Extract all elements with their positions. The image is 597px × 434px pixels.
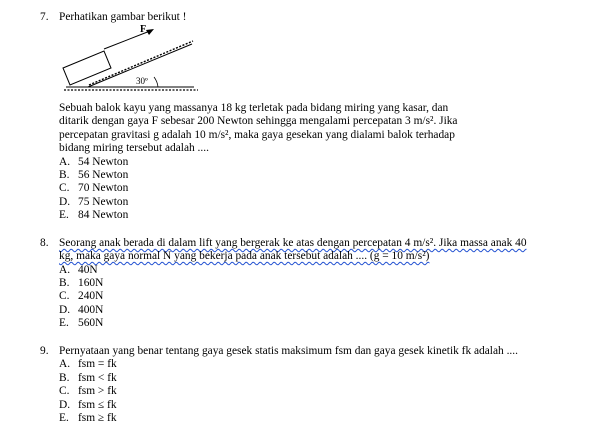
question-7-line-4: bidang miring tersebut adalah .... xyxy=(59,142,209,154)
q8-option-c-letter: C. xyxy=(59,290,70,302)
question-7-number: 7. xyxy=(40,11,49,23)
q9-option-a-letter: A. xyxy=(59,358,71,370)
q9-option-a-text: fsm = fk xyxy=(78,358,117,370)
q7-option-d-letter: D. xyxy=(59,196,71,208)
q7-option-a-text: 54 Newton xyxy=(78,156,129,168)
inclined-plane-figure xyxy=(58,24,198,92)
q7-option-e-text: 84 Newton xyxy=(78,209,129,221)
question-9-body: Pernyataan yang benar tentang gaya gesek statis maksimum fsm dan gaya gesek kinetik fk adalah .... xyxy=(59,345,518,357)
q8-option-b-text: 160N xyxy=(78,277,104,289)
q8-option-b-letter: B. xyxy=(59,277,70,289)
angle-label: 30º xyxy=(136,76,148,86)
force-label: F xyxy=(140,24,147,35)
question-8-number: 8. xyxy=(40,237,49,249)
q8-option-e-text: 560N xyxy=(78,317,104,329)
q9-option-c-text: fsm > fk xyxy=(78,385,117,397)
angle-arc xyxy=(154,77,158,87)
q8-option-c-text: 240N xyxy=(78,290,104,302)
q9-option-d-letter: D. xyxy=(59,399,71,411)
q8-option-a-text: 40N xyxy=(78,264,98,276)
q9-option-d-text: fsm ≤ fk xyxy=(78,399,117,411)
q9-option-c-letter: C. xyxy=(59,385,70,397)
question-7-prompt: Perhatikan gambar berikut ! xyxy=(59,11,187,23)
q7-option-d-text: 75 Newton xyxy=(78,196,129,208)
q9-option-e-letter: E. xyxy=(59,412,69,424)
question-7-line-3: percepatan gravitasi g adalah 10 m/s², maka gaya gesekan yang dialami balok terhadap xyxy=(59,129,455,141)
q8-option-e-letter: E. xyxy=(59,317,69,329)
q8-option-d-letter: D. xyxy=(59,304,71,316)
q9-option-e-text: fsm ≥ fk xyxy=(78,412,117,424)
q8-option-a-letter: A. xyxy=(59,264,71,276)
question-8-line-2: kg, maka gaya normal N yang bekerja pada anak tersebut adalah .... (g = 10 m/s²) xyxy=(59,250,430,262)
q7-option-c-letter: C. xyxy=(59,182,70,194)
question-9-number: 9. xyxy=(40,345,49,357)
question-8-line-1: Seorang anak berada di dalam lift yang bergerak ke atas dengan percepatan 4 m/s². Jika massa anak 40 xyxy=(59,237,527,249)
question-7-line-1: Sebuah balok kayu yang massanya 18 kg terletak pada bidang miring yang kasar, dan xyxy=(59,102,449,114)
q9-option-b-text: fsm < fk xyxy=(78,372,117,384)
q7-option-e-letter: E. xyxy=(59,209,69,221)
q7-option-b-text: 56 Newton xyxy=(78,169,129,181)
q7-option-b-letter: B. xyxy=(59,169,70,181)
q7-option-c-text: 70 Newton xyxy=(78,182,129,194)
q8-option-d-text: 400N xyxy=(78,304,104,316)
wooden-block xyxy=(63,51,111,85)
question-7-line-2: ditarik dengan gaya F sebesar 200 Newton sehingga mengalami percepatan 3 m/s². Jika xyxy=(59,115,458,127)
q7-option-a-letter: A. xyxy=(59,156,71,168)
q9-option-b-letter: B. xyxy=(59,372,70,384)
